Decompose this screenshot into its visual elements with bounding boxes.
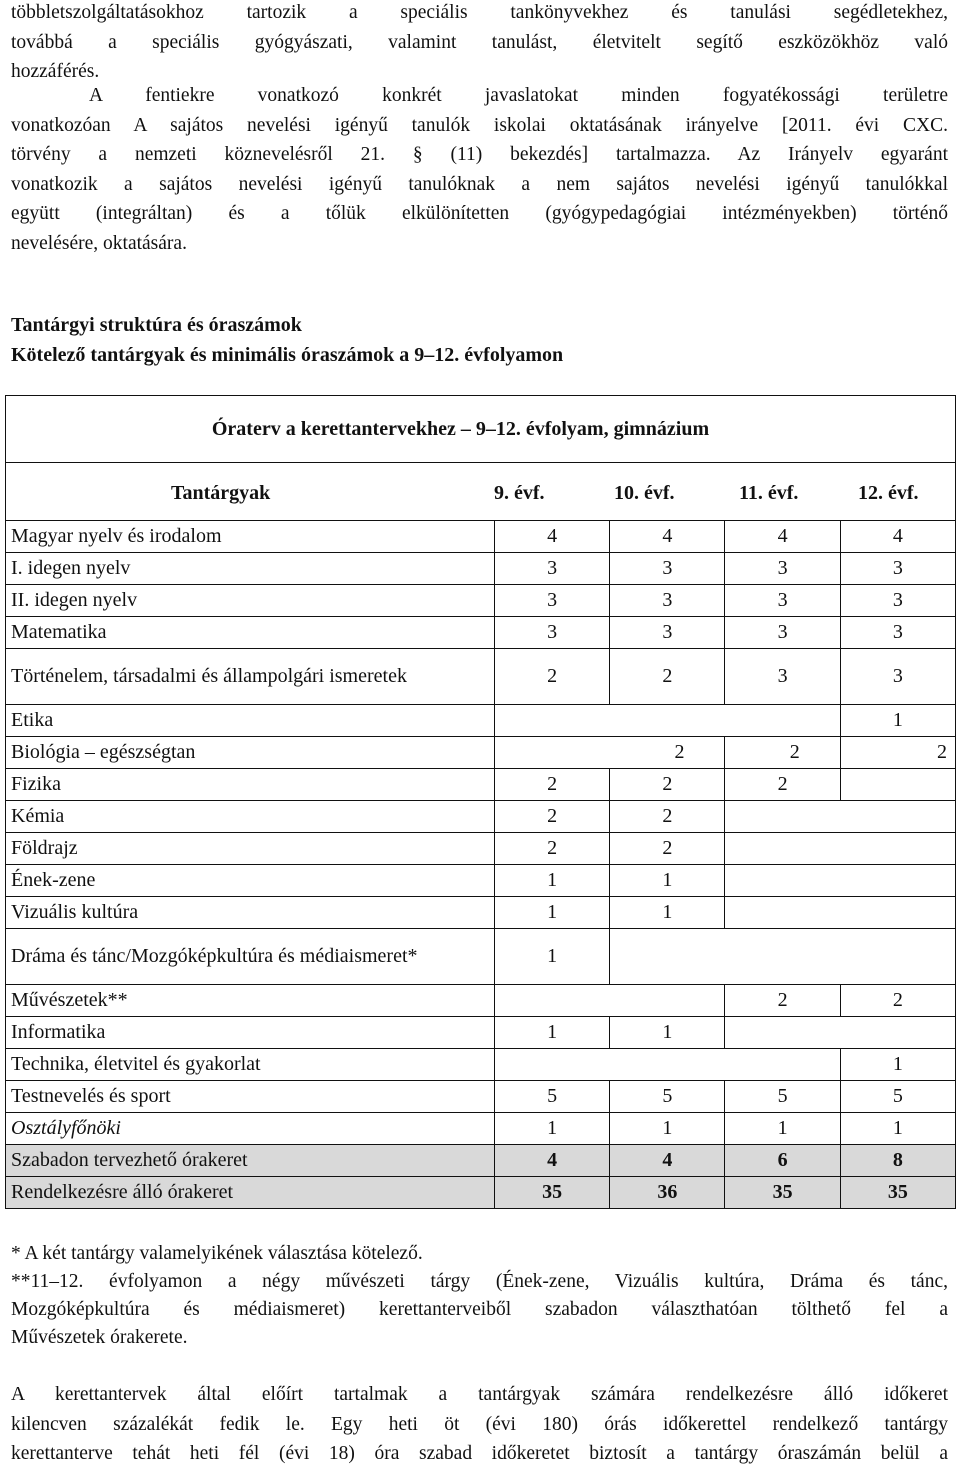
column-header-grade-11: 11. évf. [739, 482, 799, 504]
hours-cell: 2 [725, 769, 840, 801]
hours-cell: 4 [495, 1145, 610, 1177]
text-line: kilencven százalékát fedik le. Egy heti öt (évi 180) órás időkerettel rendelkező tantárgy [11, 1413, 948, 1435]
subject-cell: II. idegen nyelv [6, 585, 495, 617]
table-row [6, 985, 956, 1017]
hours-cell: 1 [610, 865, 725, 897]
hours-cell: 4 [840, 521, 955, 553]
column-header-subjects: Tantárgyak [171, 482, 271, 504]
hours-cell: 3 [840, 553, 955, 585]
hours-cell: 3 [725, 585, 840, 617]
subject-cell: Technika, életvitel és gyakorlat [6, 1049, 495, 1081]
hours-cell: 35 [495, 1177, 610, 1209]
hours-cell: 2 [495, 649, 610, 705]
subject-cell: I. idegen nyelv [6, 553, 495, 585]
subject-cell: Osztályfőnöki [6, 1113, 495, 1145]
subject-cell: Dráma és tánc/Mozgóképkultúra és médiaismeret* [6, 929, 495, 985]
subject-cell: Kémia [6, 801, 495, 833]
hours-cell: 2 [725, 985, 840, 1017]
hours-cell: 1 [610, 897, 725, 929]
table-row [6, 1113, 956, 1145]
table-row [6, 1049, 956, 1081]
hours-cell: 4 [610, 1145, 725, 1177]
hours-cell: 1 [495, 1017, 610, 1049]
hours-cell: 4 [610, 521, 725, 553]
subject-cell: Informatika [6, 1017, 495, 1049]
hours-cell: 5 [840, 1081, 955, 1113]
subject-cell: Testnevelés és sport [6, 1081, 495, 1113]
empty-cell [495, 705, 841, 737]
hours-cell: 2 [610, 801, 725, 833]
table-row [6, 617, 956, 649]
footnote: Művészetek órakerete. [11, 1327, 188, 1348]
hours-cell: 3 [725, 553, 840, 585]
table-row [6, 865, 956, 897]
hours-cell: 3 [610, 617, 725, 649]
table-row [6, 833, 956, 865]
column-header-grade-12: 12. évf. [858, 482, 919, 504]
table-caption-box [5, 395, 956, 520]
hours-cell: 3 [725, 649, 840, 705]
section-headings [11, 310, 563, 370]
subject-cell: Rendelkezésre álló órakeret [6, 1177, 495, 1209]
text-line: A kerettantervek által előírt tartalmak a tantárgyak számára rendelkezésre álló időkeret [11, 1384, 948, 1405]
hours-cell: 5 [725, 1081, 840, 1113]
text-line: továbbá a speciális gyógyászati, valamint tanulást, életvitelt segítő eszközökhöz való [11, 31, 948, 53]
subject-cell: Biológia – egészségtan [6, 737, 495, 769]
table-row [6, 705, 956, 737]
intro-paragraph [11, 0, 948, 87]
hours-cell: 2 [610, 649, 725, 705]
hours-cell: 3 [495, 585, 610, 617]
text-line: kerettanterve tehát heti fél (évi 18) óra szabad időkeretet biztosít a tantárgy óraszámán belül a [11, 1443, 948, 1464]
table-row [6, 801, 956, 833]
hours-cell: 3 [495, 617, 610, 649]
hours-grid [5, 520, 956, 1209]
subject-cell: Fizika [6, 769, 495, 801]
hours-cell: 4 [495, 521, 610, 553]
empty-cell [725, 833, 956, 865]
hours-cell: 1 [495, 1113, 610, 1145]
table-row [6, 553, 956, 585]
text-line: együtt (integráltan) és a tőlük elkülönítetten (gyógypedagógiai intézményekben) történő [11, 203, 948, 224]
closing-paragraph [11, 1380, 948, 1469]
hours-cell: 3 [725, 617, 840, 649]
subject-cell: Földrajz [6, 833, 495, 865]
hours-cell: 1 [495, 929, 610, 985]
column-header-grade-10: 10. évf. [614, 482, 675, 504]
text-line: hozzáférés. [11, 61, 100, 82]
table-row [6, 1081, 956, 1113]
hours-cell: 1 [495, 865, 610, 897]
hours-cell: 4 [725, 521, 840, 553]
hours-cell: 2 [610, 737, 725, 769]
section-subtitle: Kötelező tantárgyak és minimális óraszámok a 9–12. évfolyamon [11, 344, 564, 366]
table-row [6, 649, 956, 705]
hours-cell: 1 [840, 1049, 955, 1081]
hours-cell: 2 [495, 769, 610, 801]
hours-cell: 3 [495, 553, 610, 585]
subject-cell: Magyar nyelv és irodalom [6, 521, 495, 553]
table-row [6, 769, 956, 801]
subject-cell: Szabadon tervezhető órakeret [6, 1145, 495, 1177]
empty-cell [725, 865, 956, 897]
empty-cell [725, 1017, 956, 1049]
hours-cell: 5 [495, 1081, 610, 1113]
hours-cell: 1 [610, 1113, 725, 1145]
table-footnotes [11, 1240, 948, 1352]
hours-cell: 8 [840, 1145, 955, 1177]
text-line: A fentiekre vonatkozó konkrét javaslatokat minden fogyatékossági területre [89, 85, 948, 106]
hours-cell: 5 [610, 1081, 725, 1113]
subject-cell: Művészetek** [6, 985, 495, 1017]
empty-cell [495, 737, 610, 769]
hours-cell: 2 [840, 737, 955, 769]
empty-cell [725, 897, 956, 929]
table-row [6, 897, 956, 929]
hours-cell: 1 [495, 897, 610, 929]
section-title: Tantárgyi struktúra és óraszámok [11, 314, 302, 336]
divider [6, 462, 955, 463]
empty-cell [495, 985, 725, 1017]
table-row [6, 1145, 956, 1177]
hours-cell: 3 [610, 585, 725, 617]
subject-cell: Matematika [6, 617, 495, 649]
table-row [6, 929, 956, 985]
text-line: vonatkozik a sajátos nevelési igényű tanulóknak a nem sajátos nevelési igényű tanulókkal [11, 173, 948, 195]
footnote: **11–12. évfolyamon a négy művészeti tárgy (Ének-zene, Vizuális kultúra, Dráma és tánc, [11, 1271, 948, 1292]
hours-cell: 35 [840, 1177, 955, 1209]
hours-cell: 3 [840, 617, 955, 649]
hours-cell: 1 [840, 1113, 955, 1145]
hours-cell: 3 [840, 649, 955, 705]
text-line: többletszolgáltatásokhoz tartozik a speciális tankönyvekhez és tanulási segédletekhez, [11, 2, 948, 23]
text-line: vonatkozóan A sajátos nevelési igényű tanulók iskolai oktatásának irányelve [2011. évi CXC. [11, 114, 948, 136]
hours-cell: 2 [610, 833, 725, 865]
irányelv-paragraph [11, 81, 948, 258]
table-row [6, 1017, 956, 1049]
hours-cell: 36 [610, 1177, 725, 1209]
subject-cell: Vizuális kultúra [6, 897, 495, 929]
hours-cell: 2 [840, 985, 955, 1017]
hours-cell [840, 769, 955, 801]
table-row [6, 521, 956, 553]
hours-cell: 2 [495, 801, 610, 833]
table-row [6, 737, 956, 769]
hours-cell: 1 [610, 1017, 725, 1049]
text-line: törvény a nemzeti köznevelésről 21. § (11) bekezdés] tartalmazza. Az Irányelv egyaránt [11, 144, 948, 165]
column-header-grade-9: 9. évf. [494, 482, 545, 504]
table-caption: Óraterv a kerettantervekhez – 9–12. évfolyam, gimnázium [211, 418, 710, 440]
hours-cell: 2 [610, 769, 725, 801]
footnote: * A két tantárgy valamelyikének választása kötelező. [11, 1243, 423, 1264]
footnote: Mozgóképkultúra és médiaismeret) kerettanterveiből szabadon választhatóan tölthető fel a [11, 1299, 948, 1320]
table-row [6, 585, 956, 617]
hours-cell: 1 [725, 1113, 840, 1145]
empty-cell [610, 929, 956, 985]
hours-cell: 3 [840, 585, 955, 617]
table-row [6, 1177, 956, 1209]
hours-cell: 3 [610, 553, 725, 585]
hours-cell: 6 [725, 1145, 840, 1177]
subject-cell: Etika [6, 705, 495, 737]
hours-cell: 2 [725, 737, 840, 769]
empty-cell [725, 801, 956, 833]
hours-cell: 1 [840, 705, 955, 737]
subject-cell: Ének-zene [6, 865, 495, 897]
subject-cell: Történelem, társadalmi és állampolgári ismeretek [6, 649, 495, 705]
hours-cell: 35 [725, 1177, 840, 1209]
empty-cell [495, 1049, 841, 1081]
hours-cell: 2 [495, 833, 610, 865]
text-line: nevelésére, oktatására. [11, 232, 187, 254]
